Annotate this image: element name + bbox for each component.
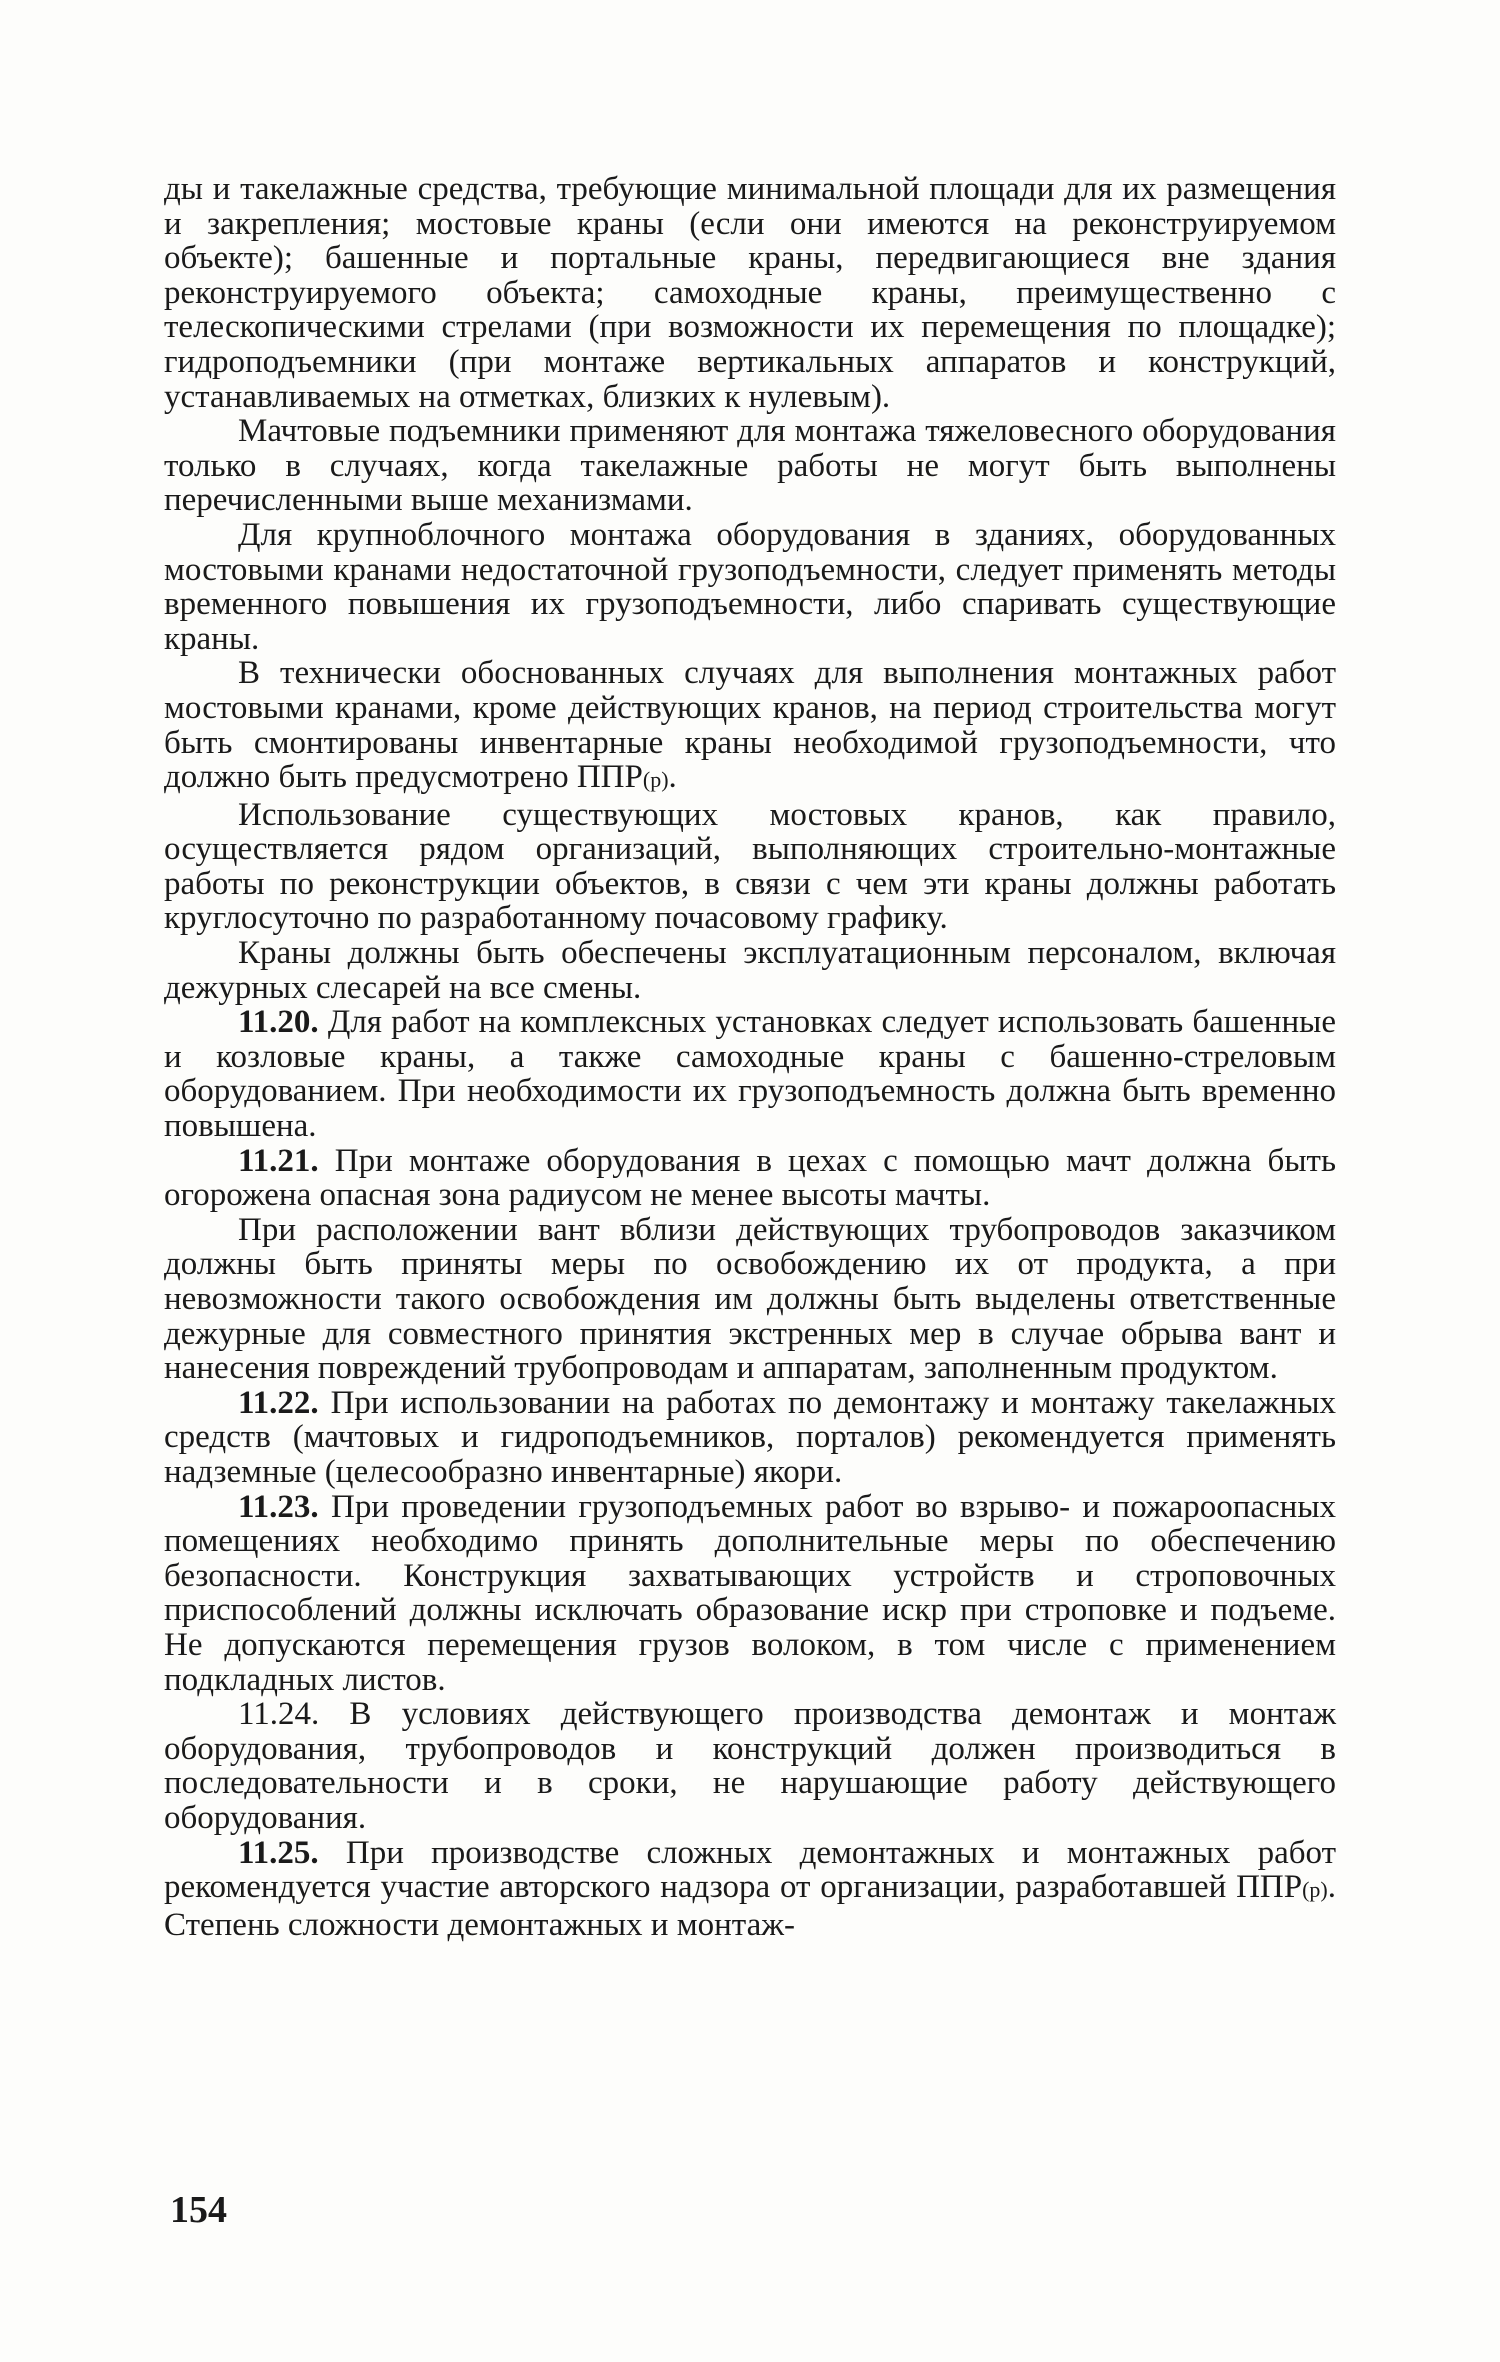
paragraph-5: Использование существующих мостовых кранов, как правило, осуществляется рядом организаций, выполняющих строительно-монтажные работы по реконструкции объектов, в связи с чем эти краны должны работать круглосуточно по разработанному почасовому графику. bbox=[164, 796, 1336, 937]
subscript: (р) bbox=[1302, 1877, 1328, 1903]
section-11-24: 11.24. В условиях действующего производства демонтаж и монтаж оборудования, трубопроводов и конструкций должен производиться в последовательности и в сроки, не нарушающие работу действующего оборудования. bbox=[164, 1696, 1336, 1836]
section-number: 11.21. bbox=[238, 1142, 319, 1179]
section-number: 11.20. bbox=[238, 1004, 319, 1041]
section-number: 11.22. bbox=[238, 1384, 319, 1421]
body-text bbox=[164, 172, 1336, 1942]
page-number: 154 bbox=[170, 2189, 227, 2231]
paragraph-2: Мачтовые подъемники применяют для монтажа тяжеловесного оборудования только в случаях, когда такелажные работы не могут быть выполнены перечисленными выше механизмами. bbox=[164, 413, 1336, 519]
section-11-21: 11.21. При монтаже оборудования в цехах с помощью мачт должна быть огорожена опасная зона радиусом не менее высоты мачты. bbox=[164, 1142, 1336, 1214]
paragraph-1: ды и такелажные средства, требующие минимальной площади для их размещения и закрепления; мостовые краны (если они имеются на реконструируемом объекте); башенные и портальные краны, передвигающиеся вне здания реконструируемого объекта; самоходные краны, преимущественно с телескопическими стрелами (при возможности их перемещения по площадке); гидроподъемники (при монтаже вертикальных аппаратов и конструкций, устанавливаемых на отметках, близких к нулевым). bbox=[164, 171, 1336, 415]
section-11-22: 11.22. При использовании на работах по демонтажу и монтажу такелажных средств (мачтовых и гидроподъемников, порталов) рекомендуется применять надземные (целесообразно инвентарные) якори. bbox=[164, 1384, 1336, 1490]
section-11-23: 11.23. При проведении грузоподъемных работ во взрыво- и пожароопасных помещениях необходимо принять дополнительные меры по обеспечению безопасности. Конструкция захватывающих устройств и строповочных приспособлений должны исключать образование искр при строповке и подъеме. Не допускаются перемещения грузов волоком, в том числе с применением подкладных листов. bbox=[164, 1488, 1336, 1698]
section-11-20: 11.20. Для работ на комплексных установках следует использовать башенные и козловые краны, а также самоходные краны с башенно-стреловым оборудованием. При необходимости их грузоподъемность должна быть временно повышена. bbox=[164, 1004, 1336, 1145]
paragraph-9: При расположении вант вблизи действующих трубопроводов заказчиком должны быть приняты меры по освобождению их от продукта, а при невозможности такого освобождения им должны быть выделены ответственные дежурные для совместного принятия экстренных мер в случае обрыва вант и нанесения повреждений трубопроводам и аппаратам, заполненным продуктом. bbox=[164, 1211, 1336, 1387]
section-number: 11.25. bbox=[238, 1834, 319, 1871]
paragraph-6: Краны должны быть обеспечены эксплуатационным персоналом, включая дежурных слесарей на все смены. bbox=[164, 935, 1336, 1006]
subscript: (р) bbox=[642, 767, 669, 793]
paragraph-4: В технически обоснованных случаях для выполнения монтажных работ мостовыми кранами, кроме действующих кранов, на период строительства могут быть смонтированы инвентарные краны необходимой грузоподъемности, что должно быть предусмотрено ППР(р). bbox=[164, 655, 1336, 796]
paragraph-3: Для крупноблочного монтажа оборудования в зданиях, оборудованных мостовыми кранами недостаточной грузоподъемности, следует применять методы временного повышения их грузоподъемности, либо спаривать существующие краны. bbox=[164, 516, 1336, 657]
section-number: 11.24. bbox=[238, 1696, 320, 1733]
section-number: 11.23. bbox=[238, 1488, 319, 1525]
section-11-25: 11.25. При производстве сложных демонтажных и монтажных работ рекомендуется участие авторского надзора от организации, разработавшей ППР(р). Степень сложности демонтажных и монтаж- bbox=[164, 1834, 1336, 1943]
